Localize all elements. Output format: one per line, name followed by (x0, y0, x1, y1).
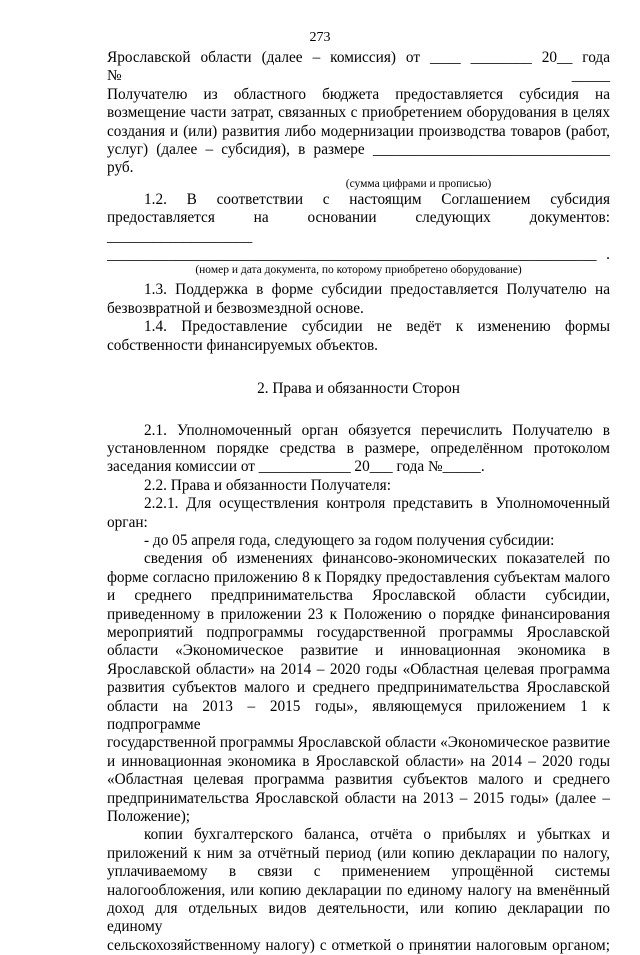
text-line: ________________________________________________________________ . (107, 246, 610, 264)
list-item: - до 05 апреля года, следующего за годом получения субсидии: (144, 531, 555, 549)
field-caption: (сумма цифрами и прописью) (345, 177, 492, 190)
text-line: и инновационная экономика в Ярославской области» на 2014 – 2020 годы (107, 752, 610, 770)
paragraph-1-2: 1.2. В соответствии с настоящим Соглашением субсидия (144, 190, 610, 208)
text-line: Получателю из областного бюджета предоставляется субсидия на (107, 85, 610, 103)
text-line: уплачиваемому в связи с применением упрощённой системы (107, 863, 610, 881)
document-body (107, 49, 610, 955)
text-line: Положение); (107, 808, 191, 826)
text-line: собственности финансируемых объектов. (107, 336, 379, 354)
text-line: орган: (107, 513, 148, 531)
text-line: заседания комиссии от ____________ 20___ года №_____. (107, 458, 485, 476)
text-line: «Областная целевая программа развития субъектов малого и среднего (107, 771, 610, 789)
paragraph-2-2: 2.2. Права и обязанности Получателя: (144, 476, 391, 494)
text-line: возмещение части затрат, связанных с приобретением оборудования в целях (107, 104, 610, 122)
text-line: области на 2013 – 2015 годы», являющемуся приложением 1 к подпрограмме (107, 697, 610, 733)
text-line: создания и (или) развития либо модернизации производства товаров (работ, (107, 122, 610, 140)
paragraph-copies: копии бухгалтерского баланса, отчёта о прибылях и убытках и (144, 826, 610, 844)
paragraph-2-1: 2.1. Уполномоченный орган обязуется перечислить Получателю в (144, 421, 610, 439)
text-line: приведенному в приложении 23 к Положению о порядке финансирования (107, 605, 610, 623)
paragraph-1-4: 1.4. Предоставление субсидии не ведёт к изменению формы (144, 318, 610, 336)
text-line: форме согласно приложению 8 к Порядку предоставления субъектам малого (107, 568, 610, 586)
text-line: Ярославской области» на 2014 – 2020 годы «Областная целевая программа (107, 660, 610, 678)
text-line: Ярославской области (далее – комиссия) от ____ ________ 20__ года №_____ (107, 49, 610, 85)
text-line: предпринимательства Ярославской области на 2013 – 2015 годы» (далее – (107, 789, 610, 807)
text-line: доход для отдельных видов деятельности, или копию декларации по единому (107, 900, 610, 936)
text-line: сельскохозяйственному налогу) с отметкой о принятии налоговым органом; (107, 936, 610, 954)
text-line: области «Экономическое развитие и инновационная экономика в (107, 642, 610, 660)
text-line: мероприятий подпрограммы государственной программы Ярославской (107, 623, 610, 641)
section-heading: 2. Права и обязанности Сторон (257, 380, 460, 398)
paragraph-2-2-1: 2.2.1. Для осуществления контроля представить в Уполномоченный (144, 495, 610, 513)
text-line: государственной программы Ярославской области «Экономическое развитие (107, 734, 610, 752)
text-line: и среднего предпринимательства Ярославской области субсидии, (107, 587, 610, 605)
text-line: налогообложения, или копию декларации по единому налогу на вменённый (107, 881, 610, 899)
text-line: безвозвратной и безвозмездной основе. (107, 299, 364, 317)
text-line: установленном порядке средства в размере, определённом протоколом (107, 439, 610, 457)
text-line: услуг) (далее – субсидия), в размере _______________________________ руб. (107, 141, 610, 177)
paragraph-info: сведения об изменениях финансово-экономических показателей по (144, 550, 610, 568)
text-line: приложений к ним за отчётный период (или копию декларации по налогу, (107, 844, 610, 862)
text-line: развития субъектов малого и среднего предпринимательства Ярославской (107, 679, 610, 697)
text-line: предоставляется на основании следующих документов: ___________________ (107, 209, 610, 245)
page-number: 273 (309, 30, 331, 45)
paragraph-1-3: 1.3. Поддержка в форме субсидии предоставляется Получателю на (144, 281, 610, 299)
field-caption: (номер и дата документа, по которому приобретено оборудование) (195, 264, 522, 277)
